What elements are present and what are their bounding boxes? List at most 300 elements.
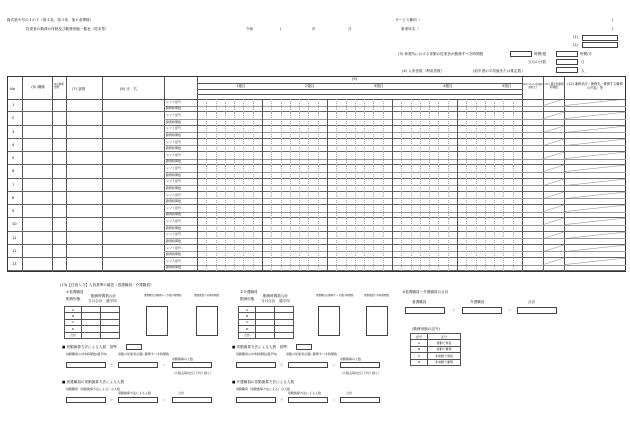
day-cell[interactable] (485, 258, 494, 271)
day-cell[interactable] (429, 139, 438, 152)
day-cell[interactable] (327, 192, 336, 205)
day-cell[interactable] (197, 179, 206, 192)
day-cell[interactable] (392, 112, 401, 125)
day-cell[interactable] (234, 205, 243, 218)
day-cell[interactable] (290, 192, 299, 205)
day-cell[interactable] (457, 192, 466, 205)
day-cell[interactable] (206, 258, 215, 271)
day-cell[interactable] (411, 139, 420, 152)
day-cell[interactable] (420, 179, 429, 192)
day-cell[interactable] (234, 245, 243, 258)
day-cell[interactable] (383, 139, 392, 152)
day-cell[interactable] (494, 99, 503, 112)
day-cell[interactable] (290, 179, 299, 192)
day-cell[interactable] (513, 165, 522, 178)
day-cell[interactable] (364, 179, 373, 192)
table-row[interactable] (8, 245, 626, 258)
day-cell[interactable] (262, 218, 271, 231)
day-cell[interactable] (429, 152, 438, 165)
day-cell[interactable] (253, 245, 262, 258)
day-cell[interactable] (448, 205, 457, 218)
day-cell[interactable] (485, 232, 494, 245)
day-cell[interactable] (429, 179, 438, 192)
day-cell[interactable] (271, 126, 280, 139)
nurse-standard-box[interactable] (126, 344, 142, 350)
day-cell[interactable] (206, 205, 215, 218)
day-cell[interactable] (503, 139, 512, 152)
day-cell[interactable] (216, 112, 225, 125)
day-cell[interactable] (308, 126, 317, 139)
day-cell[interactable] (327, 165, 336, 178)
total-nurse-box[interactable] (405, 307, 445, 314)
day-cell[interactable] (503, 218, 512, 231)
day-cell[interactable] (197, 112, 206, 125)
day-cell[interactable] (290, 232, 299, 245)
day-cell[interactable] (336, 152, 345, 165)
day-cell[interactable] (216, 245, 225, 258)
day-cell[interactable] (290, 245, 299, 258)
day-cell[interactable] (206, 179, 215, 192)
table-row[interactable] (8, 139, 626, 152)
day-cell[interactable] (448, 192, 457, 205)
day-cell[interactable] (383, 205, 392, 218)
day-cell[interactable] (271, 152, 280, 165)
day-cell[interactable] (448, 179, 457, 192)
day-cell[interactable] (457, 205, 466, 218)
day-cell[interactable] (281, 245, 290, 258)
day-cell[interactable] (327, 205, 336, 218)
day-cell[interactable] (299, 179, 308, 192)
day-cell[interactable] (466, 99, 475, 112)
day-cell[interactable] (401, 152, 410, 165)
day-cell[interactable] (318, 232, 327, 245)
day-cell[interactable] (364, 139, 373, 152)
day-cell[interactable] (318, 218, 327, 231)
day-cell[interactable] (373, 165, 382, 178)
day-cell[interactable] (355, 99, 364, 112)
day-cell[interactable] (299, 126, 308, 139)
day-cell[interactable] (401, 126, 410, 139)
day-cell[interactable] (476, 232, 485, 245)
table-row[interactable] (8, 179, 626, 192)
day-cell[interactable] (355, 205, 364, 218)
day-cell[interactable] (513, 258, 522, 271)
day-cell[interactable] (234, 232, 243, 245)
day-cell[interactable] (234, 112, 243, 125)
day-cell[interactable] (411, 179, 420, 192)
day-cell[interactable] (411, 232, 420, 245)
day-cell[interactable] (197, 165, 206, 178)
care-people-a[interactable] (236, 397, 276, 403)
day-cell[interactable] (466, 245, 475, 258)
day-cell[interactable] (457, 112, 466, 125)
day-cell[interactable] (299, 139, 308, 152)
day-cell[interactable] (243, 152, 252, 165)
day-cell[interactable] (503, 258, 512, 271)
day-cell[interactable] (392, 218, 401, 231)
table-row[interactable] (8, 232, 626, 245)
day-cell[interactable] (392, 245, 401, 258)
day-cell[interactable] (271, 218, 280, 231)
day-cell[interactable] (262, 126, 271, 139)
day-cell[interactable] (346, 152, 355, 165)
day-cell[interactable] (364, 165, 373, 178)
day-cell[interactable] (466, 112, 475, 125)
day-cell[interactable] (448, 126, 457, 139)
day-cell[interactable] (308, 179, 317, 192)
day-cell[interactable] (383, 245, 392, 258)
day-cell[interactable] (466, 152, 475, 165)
day-cell[interactable] (253, 112, 262, 125)
day-cell[interactable] (243, 165, 252, 178)
day-cell[interactable] (262, 99, 271, 112)
day-cell[interactable] (513, 218, 522, 231)
day-cell[interactable] (253, 258, 262, 271)
day-cell[interactable] (327, 218, 336, 231)
day-cell[interactable] (271, 245, 280, 258)
day-cell[interactable] (476, 112, 485, 125)
day-cell[interactable] (271, 232, 280, 245)
day-cell[interactable] (448, 152, 457, 165)
day-cell[interactable] (448, 258, 457, 271)
day-cell[interactable] (346, 139, 355, 152)
day-cell[interactable] (346, 258, 355, 271)
day-cell[interactable] (318, 258, 327, 271)
day-cell[interactable] (383, 258, 392, 271)
day-cell[interactable] (308, 165, 317, 178)
day-cell[interactable] (494, 245, 503, 258)
table-row[interactable] (8, 165, 626, 178)
day-cell[interactable] (355, 152, 364, 165)
nurse-people-a[interactable] (66, 397, 106, 403)
day-cell[interactable] (216, 205, 225, 218)
day-cell[interactable] (281, 205, 290, 218)
day-cell[interactable] (466, 232, 475, 245)
day-cell[interactable] (373, 152, 382, 165)
day-cell[interactable] (373, 99, 382, 112)
day-cell[interactable] (216, 126, 225, 139)
day-cell[interactable] (262, 205, 271, 218)
day-cell[interactable] (327, 126, 336, 139)
day-cell[interactable] (485, 139, 494, 152)
day-cell[interactable] (290, 152, 299, 165)
day-cell[interactable] (411, 165, 420, 178)
day-cell[interactable] (392, 179, 401, 192)
day-cell[interactable] (392, 152, 401, 165)
day-cell[interactable] (392, 192, 401, 205)
care-people-total[interactable] (340, 397, 380, 403)
day-cell[interactable] (206, 165, 215, 178)
day-cell[interactable] (281, 152, 290, 165)
day-cell[interactable] (327, 258, 336, 271)
nurse-result-box[interactable] (172, 362, 212, 368)
day-cell[interactable] (392, 232, 401, 245)
day-cell[interactable] (234, 192, 243, 205)
day-cell[interactable] (494, 165, 503, 178)
day-cell[interactable] (336, 218, 345, 231)
day-cell[interactable] (355, 192, 364, 205)
nurse-people-b[interactable] (118, 397, 158, 403)
day-cell[interactable] (346, 245, 355, 258)
day-cell[interactable] (253, 152, 262, 165)
day-cell[interactable] (234, 165, 243, 178)
day-cell[interactable] (327, 152, 336, 165)
day-cell[interactable] (281, 192, 290, 205)
day-cell[interactable] (290, 258, 299, 271)
day-cell[interactable] (299, 245, 308, 258)
day-cell[interactable] (234, 179, 243, 192)
day-cell[interactable] (503, 232, 512, 245)
day-cell[interactable] (411, 192, 420, 205)
day-cell[interactable] (197, 258, 206, 271)
day-cell[interactable] (438, 152, 447, 165)
day-cell[interactable] (485, 205, 494, 218)
day-cell[interactable] (234, 152, 243, 165)
day-cell[interactable] (299, 232, 308, 245)
day-cell[interactable] (401, 139, 410, 152)
day-cell[interactable] (197, 192, 206, 205)
day-cell[interactable] (503, 112, 512, 125)
day-cell[interactable] (476, 179, 485, 192)
day-cell[interactable] (513, 205, 522, 218)
day-cell[interactable] (494, 112, 503, 125)
day-cell[interactable] (392, 205, 401, 218)
day-cell[interactable] (503, 245, 512, 258)
total-sum-box[interactable] (517, 307, 557, 314)
day-cell[interactable] (429, 112, 438, 125)
day-cell[interactable] (494, 152, 503, 165)
day-cell[interactable] (411, 218, 420, 231)
day-cell[interactable] (225, 245, 234, 258)
day-cell[interactable] (420, 165, 429, 178)
day-cell[interactable] (448, 139, 457, 152)
day-cell[interactable] (318, 165, 327, 178)
day-cell[interactable] (271, 258, 280, 271)
day-cell[interactable] (448, 99, 457, 112)
day-cell[interactable] (438, 232, 447, 245)
day-cell[interactable] (411, 126, 420, 139)
day-cell[interactable] (411, 152, 420, 165)
day-cell[interactable] (346, 205, 355, 218)
day-cell[interactable] (438, 258, 447, 271)
day-cell[interactable] (476, 245, 485, 258)
table-row[interactable] (8, 152, 626, 165)
day-cell[interactable] (197, 232, 206, 245)
nurse-a-box[interactable] (66, 362, 106, 368)
day-cell[interactable] (429, 126, 438, 139)
day-cell[interactable] (243, 258, 252, 271)
day-cell[interactable] (206, 192, 215, 205)
day-cell[interactable] (206, 126, 215, 139)
day-cell[interactable] (290, 112, 299, 125)
day-cell[interactable] (420, 126, 429, 139)
day-cell[interactable] (429, 165, 438, 178)
day-cell[interactable] (466, 192, 475, 205)
day-cell[interactable] (308, 139, 317, 152)
day-cell[interactable] (327, 99, 336, 112)
day-cell[interactable] (438, 139, 447, 152)
table-row[interactable] (8, 205, 626, 218)
day-cell[interactable] (355, 179, 364, 192)
day-cell[interactable] (420, 152, 429, 165)
day-cell[interactable] (494, 179, 503, 192)
day-cell[interactable] (401, 179, 410, 192)
nurse-b-box[interactable] (118, 362, 158, 368)
day-cell[interactable] (364, 258, 373, 271)
day-cell[interactable] (346, 232, 355, 245)
day-cell[interactable] (355, 232, 364, 245)
day-cell[interactable] (308, 152, 317, 165)
day-cell[interactable] (346, 126, 355, 139)
day-cell[interactable] (438, 165, 447, 178)
day-cell[interactable] (373, 218, 382, 231)
day-cell[interactable] (262, 179, 271, 192)
day-cell[interactable] (485, 112, 494, 125)
day-cell[interactable] (281, 165, 290, 178)
day-cell[interactable] (513, 99, 522, 112)
day-cell[interactable] (392, 139, 401, 152)
day-cell[interactable] (494, 126, 503, 139)
day-cell[interactable] (364, 245, 373, 258)
day-cell[interactable] (243, 179, 252, 192)
day-cell[interactable] (420, 232, 429, 245)
day-cell[interactable] (225, 126, 234, 139)
day-cell[interactable] (281, 99, 290, 112)
day-cell[interactable] (234, 258, 243, 271)
hours-week-input[interactable] (510, 51, 532, 57)
day-cell[interactable] (383, 99, 392, 112)
day-cell[interactable] (336, 179, 345, 192)
day-cell[interactable] (318, 126, 327, 139)
table-row[interactable] (8, 192, 626, 205)
day-cell[interactable] (253, 165, 262, 178)
day-cell[interactable] (262, 165, 271, 178)
day-cell[interactable] (494, 139, 503, 152)
day-cell[interactable] (336, 126, 345, 139)
day-cell[interactable] (494, 232, 503, 245)
item1-box[interactable] (582, 35, 618, 41)
day-cell[interactable] (438, 112, 447, 125)
day-cell[interactable] (290, 218, 299, 231)
day-cell[interactable] (253, 126, 262, 139)
day-cell[interactable] (438, 245, 447, 258)
day-cell[interactable] (216, 99, 225, 112)
day-cell[interactable] (383, 165, 392, 178)
table-row[interactable] (8, 112, 626, 125)
care-a-box[interactable] (236, 362, 276, 368)
day-cell[interactable] (299, 112, 308, 125)
day-cell[interactable] (466, 218, 475, 231)
day-cell[interactable] (485, 165, 494, 178)
day-cell[interactable] (373, 179, 382, 192)
total-care-box[interactable] (462, 307, 502, 314)
day-cell[interactable] (346, 179, 355, 192)
day-cell[interactable] (448, 112, 457, 125)
day-cell[interactable] (401, 218, 410, 231)
day-cell[interactable] (429, 192, 438, 205)
day-cell[interactable] (466, 179, 475, 192)
day-cell[interactable] (225, 218, 234, 231)
day-cell[interactable] (420, 99, 429, 112)
day-cell[interactable] (392, 165, 401, 178)
day-cell[interactable] (429, 245, 438, 258)
day-cell[interactable] (290, 99, 299, 112)
day-cell[interactable] (216, 232, 225, 245)
day-cell[interactable] (466, 205, 475, 218)
day-cell[interactable] (336, 99, 345, 112)
day-cell[interactable] (336, 139, 345, 152)
day-cell[interactable] (476, 192, 485, 205)
day-cell[interactable] (197, 126, 206, 139)
day-cell[interactable] (438, 205, 447, 218)
day-cell[interactable] (262, 112, 271, 125)
day-cell[interactable] (225, 232, 234, 245)
day-cell[interactable] (494, 218, 503, 231)
day-cell[interactable] (206, 139, 215, 152)
day-cell[interactable] (448, 232, 457, 245)
day-cell[interactable] (225, 258, 234, 271)
day-cell[interactable] (197, 139, 206, 152)
day-cell[interactable] (206, 245, 215, 258)
day-cell[interactable] (346, 165, 355, 178)
day-cell[interactable] (503, 126, 512, 139)
day-cell[interactable] (243, 99, 252, 112)
day-cell[interactable] (411, 205, 420, 218)
nurse-ft-hours-box[interactable] (146, 306, 168, 336)
day-cell[interactable] (513, 139, 522, 152)
day-cell[interactable] (476, 152, 485, 165)
day-cell[interactable] (225, 139, 234, 152)
day-cell[interactable] (429, 258, 438, 271)
day-cell[interactable] (281, 232, 290, 245)
day-cell[interactable] (411, 245, 420, 258)
day-cell[interactable] (281, 139, 290, 152)
day-cell[interactable] (327, 245, 336, 258)
day-cell[interactable] (392, 99, 401, 112)
day-cell[interactable] (485, 152, 494, 165)
day-cell[interactable] (271, 99, 280, 112)
day-cell[interactable] (355, 258, 364, 271)
day-cell[interactable] (318, 205, 327, 218)
day-cell[interactable] (401, 205, 410, 218)
day-cell[interactable] (271, 165, 280, 178)
day-cell[interactable] (383, 218, 392, 231)
day-cell[interactable] (336, 205, 345, 218)
day-cell[interactable] (216, 139, 225, 152)
day-cell[interactable] (513, 245, 522, 258)
day-cell[interactable] (299, 99, 308, 112)
day-cell[interactable] (290, 205, 299, 218)
day-cell[interactable] (243, 245, 252, 258)
day-cell[interactable] (253, 192, 262, 205)
day-cell[interactable] (253, 205, 262, 218)
day-cell[interactable] (485, 126, 494, 139)
day-cell[interactable] (373, 192, 382, 205)
day-cell[interactable] (262, 192, 271, 205)
day-cell[interactable] (243, 192, 252, 205)
day-cell[interactable] (448, 165, 457, 178)
day-cell[interactable] (420, 218, 429, 231)
nurse-people-total[interactable] (172, 397, 212, 403)
day-cell[interactable] (355, 165, 364, 178)
day-cell[interactable] (336, 112, 345, 125)
day-cell[interactable] (364, 192, 373, 205)
care-ft-equiv-box[interactable] (366, 306, 388, 336)
day-cell[interactable] (355, 126, 364, 139)
day-cell[interactable] (281, 126, 290, 139)
day-cell[interactable] (383, 192, 392, 205)
day-cell[interactable] (327, 179, 336, 192)
